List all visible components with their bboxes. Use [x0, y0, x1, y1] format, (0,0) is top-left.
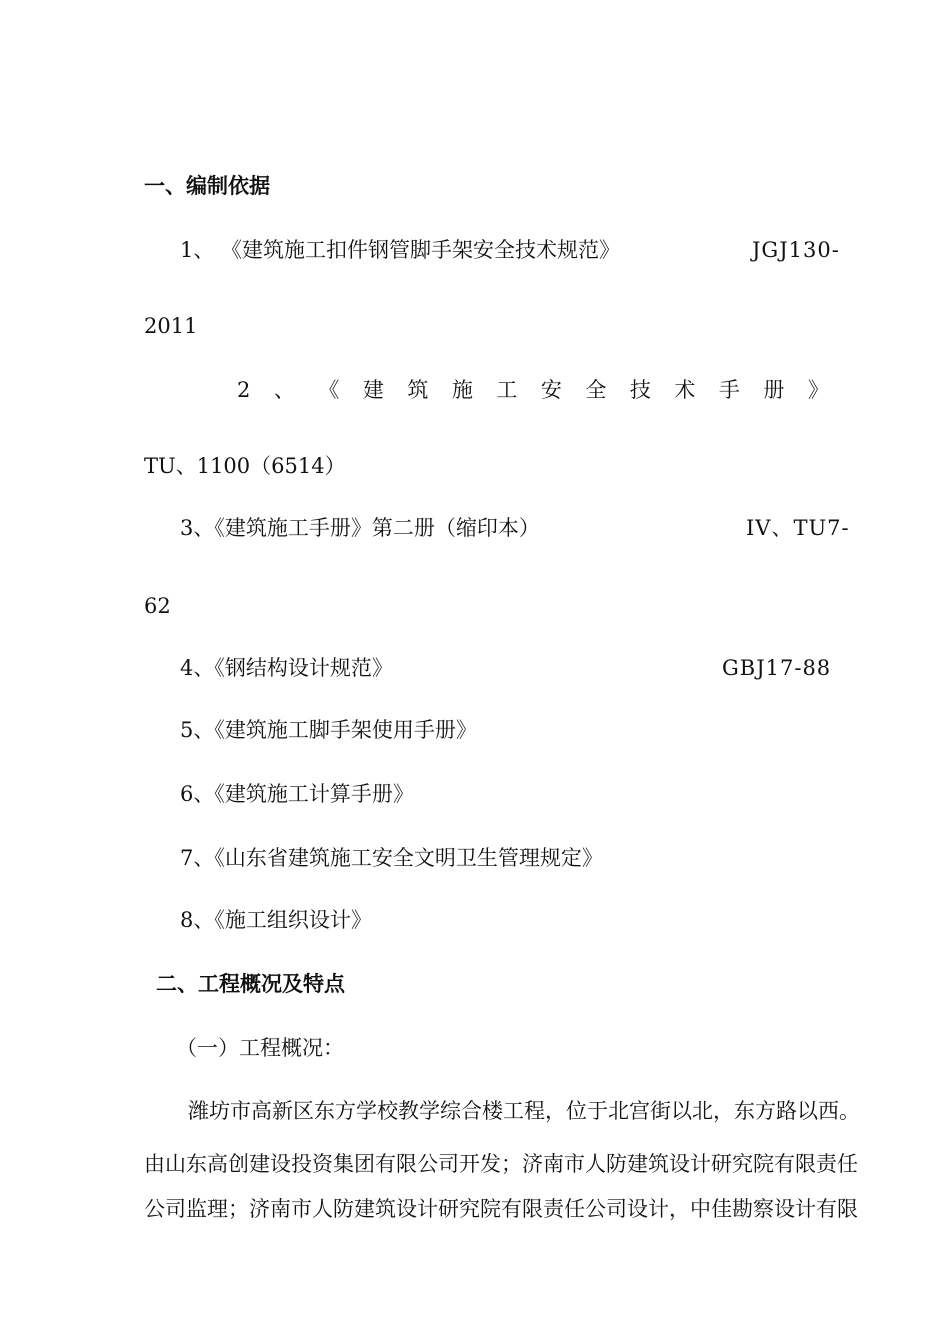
- basis-item-6: 6、《建筑施工计算手册》: [180, 782, 414, 806]
- basis-item-3-code-continued: 62: [144, 594, 171, 618]
- basis-item-2-char: 2: [237, 378, 251, 402]
- overview-paragraph-line-2: 由山东高创建设投资集团有限公司开发；济南市人防建筑设计研究院有限责任: [144, 1152, 858, 1176]
- basis-item-2-char: 册: [763, 378, 785, 402]
- basis-item-2-char: 施: [451, 378, 473, 402]
- basis-item-2-char: 全: [585, 378, 607, 402]
- basis-item-2-char: 建: [362, 378, 384, 402]
- overview-paragraph-line-1: 潍坊市高新区东方学校教学综合楼工程，位于北宫街以北，东方路以西。: [188, 1099, 860, 1123]
- subheading-project-overview: （一）工程概况：: [176, 1036, 344, 1060]
- basis-item-2-char: 手: [718, 378, 740, 402]
- basis-item-4: 4、《钢结构设计规范》: [180, 656, 393, 680]
- section-heading-basis: 一、编制依据: [144, 174, 270, 198]
- basis-item-2-char: 筑: [407, 378, 429, 402]
- basis-item-2-char: 《: [318, 378, 340, 402]
- basis-item-3-code: IV、TU7-: [746, 516, 850, 540]
- basis-item-2-char: 技: [629, 378, 651, 402]
- overview-paragraph-line-3: 公司监理；济南市人防建筑设计研究院有限责任公司设计，中佳勘察设计有限: [144, 1197, 858, 1221]
- basis-item-4-code: GBJ17-88: [722, 656, 832, 680]
- basis-item-3: 3、《建筑施工手册》第二册（缩印本）: [180, 516, 540, 540]
- basis-item-1: 1、 《建筑施工扣件钢管脚手架安全技术规范》: [180, 238, 621, 262]
- basis-item-2-code-continued: TU、1100（6514）: [144, 454, 346, 478]
- basis-item-2-char: 术: [674, 378, 696, 402]
- basis-item-1-code: JGJ130-: [752, 238, 840, 262]
- basis-item-2-char: 安: [540, 378, 562, 402]
- basis-item-8: 8、《施工组织设计》: [180, 908, 372, 932]
- basis-item-7: 7、《山东省建筑施工安全文明卫生管理规定》: [180, 846, 603, 870]
- section-heading-overview: 二、工程概况及特点: [156, 972, 345, 996]
- basis-item-2-char: 》: [807, 378, 829, 402]
- basis-item-1-code-continued: 2011: [144, 314, 198, 338]
- basis-item-2: [237, 376, 829, 404]
- basis-item-5: 5、《建筑施工脚手架使用手册》: [180, 718, 477, 742]
- basis-item-2-char: 工: [496, 378, 518, 402]
- basis-item-2-char: 、: [273, 378, 295, 402]
